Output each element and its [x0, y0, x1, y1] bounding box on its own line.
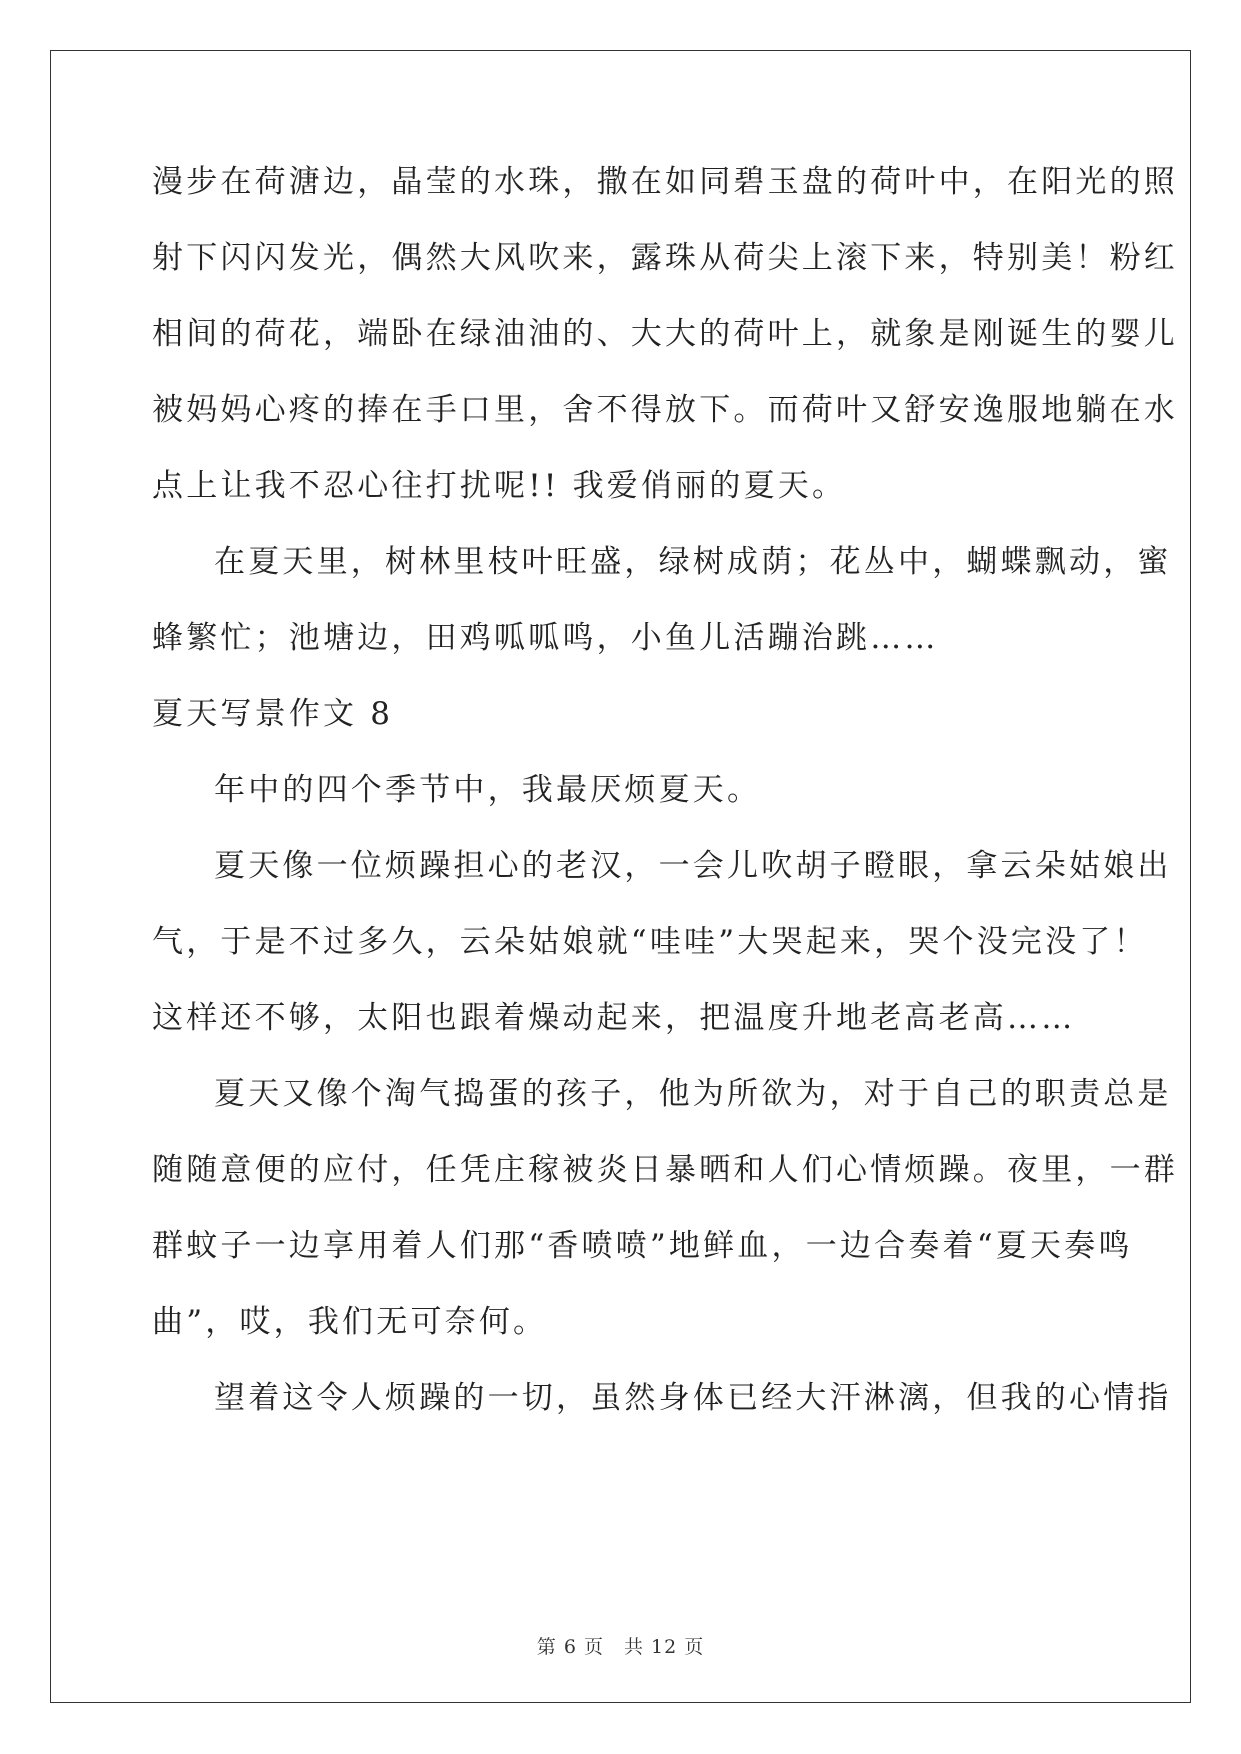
text-line: 在夏天里，树林里枝叶旺盛，绿树成荫；花丛中，蝴蝶飘动，蜜 — [214, 544, 1172, 580]
text-line: 蜂繁忙；池塘边，田鸡呱呱鸣，小鱼儿活蹦治跳…… — [152, 620, 939, 656]
text-line: 曲”，哎，我们无可奈何。 — [152, 1304, 548, 1340]
text-line: 随随意便的应付，任凭庄稼被炎日暴晒和人们心情烦躁。夜里，一群 — [152, 1152, 1178, 1188]
text-line: 漫步在荷溏边，晶莹的水珠，撒在如同碧玉盘的荷叶中，在阳光的照 — [152, 164, 1178, 200]
page-number-footer: 第 6 页 共 12 页 — [536, 1636, 705, 1658]
text-line: 夏天又像个淘气捣蛋的孩子，他为所欲为，对于自己的职责总是 — [214, 1076, 1172, 1112]
text-line: 年中的四个季节中，我最厌烦夏天。 — [214, 772, 762, 808]
text-line: 夏天像一位烦躁担心的老汉，一会儿吹胡子瞪眼，拿云朵姑娘出 — [214, 848, 1172, 884]
text-line: 相间的荷花，端卧在绿油油的、大大的荷叶上，就象是刚诞生的婴儿 — [152, 316, 1178, 352]
text-line: 气，于是不过多久，云朵姑娘就“哇哇”大哭起来，哭个没完没了！ — [152, 924, 1148, 960]
text-line: 被妈妈心疼的捧在手口里，舍不得放下。而荷叶又舒安逸服地躺在水 — [152, 392, 1178, 428]
text-line: 望着这令人烦躁的一切，虽然身体已经大汗淋漓，但我的心情指 — [214, 1380, 1172, 1416]
text-line: 点上让我不忍心往打扰呢!! 我爱俏丽的夏天。 — [152, 468, 847, 504]
text-line: 群蚊子一边享用着人们那“香喷喷”地鲜血，一边合奏着“夏天奏鸣 — [152, 1228, 1133, 1264]
text-line: 这样还不够，太阳也跟着燥动起来，把温度升地老高老高…… — [152, 1000, 1076, 1036]
text-line: 射下闪闪发光，偶然大风吹来，露珠从荷尖上滚下来，特别美！粉红 — [152, 240, 1178, 276]
section-heading: 夏天写景作文 8 — [152, 696, 394, 732]
